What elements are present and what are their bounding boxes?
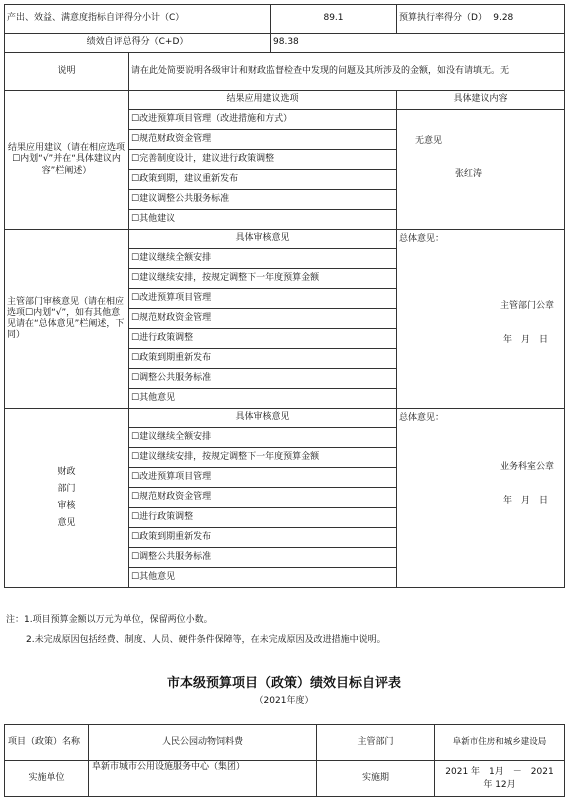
finance-option[interactable]: ☐建议继续安排，按规定调整下一年度预算金额	[129, 448, 397, 468]
dept-option[interactable]: ☐规范财政资金管理	[129, 309, 397, 329]
dept-review-label: 主管部门审核意见（请在相应选项☐内划“√”，如有其他意见请在“总体意见”栏阐述，下同）	[5, 230, 129, 409]
finance-option[interactable]: ☐政策到期重新发布	[129, 528, 397, 548]
result-option[interactable]: ☐建议调整公共服务标准	[129, 190, 397, 210]
period-value: 2021 年 1月 － 2021 年 12月	[435, 761, 565, 797]
result-label: 结果应用建议（请在相应选项☐内划“√”并在“具体建议内容”栏阐述）	[5, 91, 129, 230]
result-content-signer: 张红涛	[455, 169, 483, 180]
dept-option[interactable]: ☐进行政策调整	[129, 329, 397, 349]
finance-review-label	[5, 409, 129, 588]
result-options-header: 结果应用建议选项	[129, 91, 397, 110]
unit-label: 实施单位	[5, 761, 89, 797]
finance-overall-label: 总体意见：	[399, 413, 445, 423]
result-option[interactable]: ☐政策到期，建议重新发布	[129, 170, 397, 190]
finance-overall	[397, 409, 565, 588]
finance-option[interactable]: ☐建议继续全额安排	[129, 428, 397, 448]
section-year: （2021年度）	[254, 696, 314, 706]
dept-seal: 主管部门公章	[500, 301, 555, 312]
finance-review-header: 具体审核意见	[129, 409, 397, 428]
note-1: 注：1.项目预算金额以万元为单位，保留两位小数。	[6, 615, 213, 625]
unit-value: 阜新市城市公用设施服务中心（集团）	[89, 761, 317, 797]
exec-rate-label: 预算执行率得分（D）	[397, 5, 443, 34]
result-content-header: 具体建议内容	[397, 91, 565, 110]
project-value: 人民公园动物饲料费	[89, 725, 317, 761]
project-info-table	[4, 724, 565, 797]
explain-text: 请在此处简要说明各级审计和财政监督检查中发现的问题及其所涉及的金额，如没有请填无。无	[129, 53, 565, 91]
dept-overall-label: 总体意见：	[399, 234, 445, 244]
notes	[6, 610, 562, 650]
finance-option[interactable]: ☐进行政策调整	[129, 508, 397, 528]
finance-seal: 业务科室公章	[500, 462, 555, 473]
evaluation-table	[4, 4, 565, 588]
total-score-label: 绩效自评总得分（C+D）	[5, 34, 271, 53]
result-option[interactable]: ☐完善制度设计，建议进行政策调整	[129, 150, 397, 170]
output-score-label: 产出、效益、满意度指标自评得分小计（C）	[5, 5, 271, 34]
dept-overall	[397, 230, 565, 409]
dept-review-header: 具体审核意见	[129, 230, 397, 249]
result-option[interactable]: ☐其他建议	[129, 210, 397, 230]
explain-label: 说明	[5, 53, 129, 91]
result-content-line1: 无意见	[415, 136, 443, 146]
result-content	[397, 110, 565, 230]
dept-option[interactable]: ☐建议继续全额安排	[129, 249, 397, 269]
dept-option[interactable]: ☐建议继续安排，按规定调整下一年度预算金额	[129, 269, 397, 289]
dept-label: 主管部门	[317, 725, 435, 761]
finance-label-line: 意见	[57, 518, 76, 529]
total-score-value: 98.38	[271, 34, 565, 53]
note-2: 2.未完成原因包括经费、制度、人员、硬件条件保障等，在未完成原因及改进措施中说明。	[26, 635, 386, 645]
dept-value: 阜新市住房和城乡建设局	[435, 725, 565, 761]
result-option[interactable]: ☐改进预算项目管理（改进措施和方式）	[129, 110, 397, 130]
project-label: 项目（政策）名称	[5, 725, 89, 761]
finance-label-line: 财政	[57, 466, 76, 477]
finance-label-line: 审核	[57, 501, 76, 511]
exec-rate-value: 9.28	[443, 5, 565, 34]
dept-option[interactable]: ☐改进预算项目管理	[129, 289, 397, 309]
finance-label-line: 部门	[57, 483, 76, 494]
dept-date: 年 月 日	[503, 334, 549, 345]
section-title: 市本级预算项目（政策）绩效目标自评表	[166, 676, 401, 691]
dept-option[interactable]: ☐政策到期重新发布	[129, 349, 397, 369]
period-label: 实施期	[317, 761, 435, 797]
output-score-value: 89.1	[271, 5, 397, 34]
result-option[interactable]: ☐规范财政资金管理	[129, 130, 397, 150]
dept-option[interactable]: ☐其他意见	[129, 389, 397, 409]
dept-option[interactable]: ☐调整公共服务标准	[129, 369, 397, 389]
finance-option[interactable]: ☐调整公共服务标准	[129, 548, 397, 568]
finance-option[interactable]: ☐其他意见	[129, 568, 397, 588]
finance-option[interactable]: ☐规范财政资金管理	[129, 488, 397, 508]
finance-date: 年 月 日	[503, 495, 549, 506]
finance-option[interactable]: ☐改进预算项目管理	[129, 468, 397, 488]
